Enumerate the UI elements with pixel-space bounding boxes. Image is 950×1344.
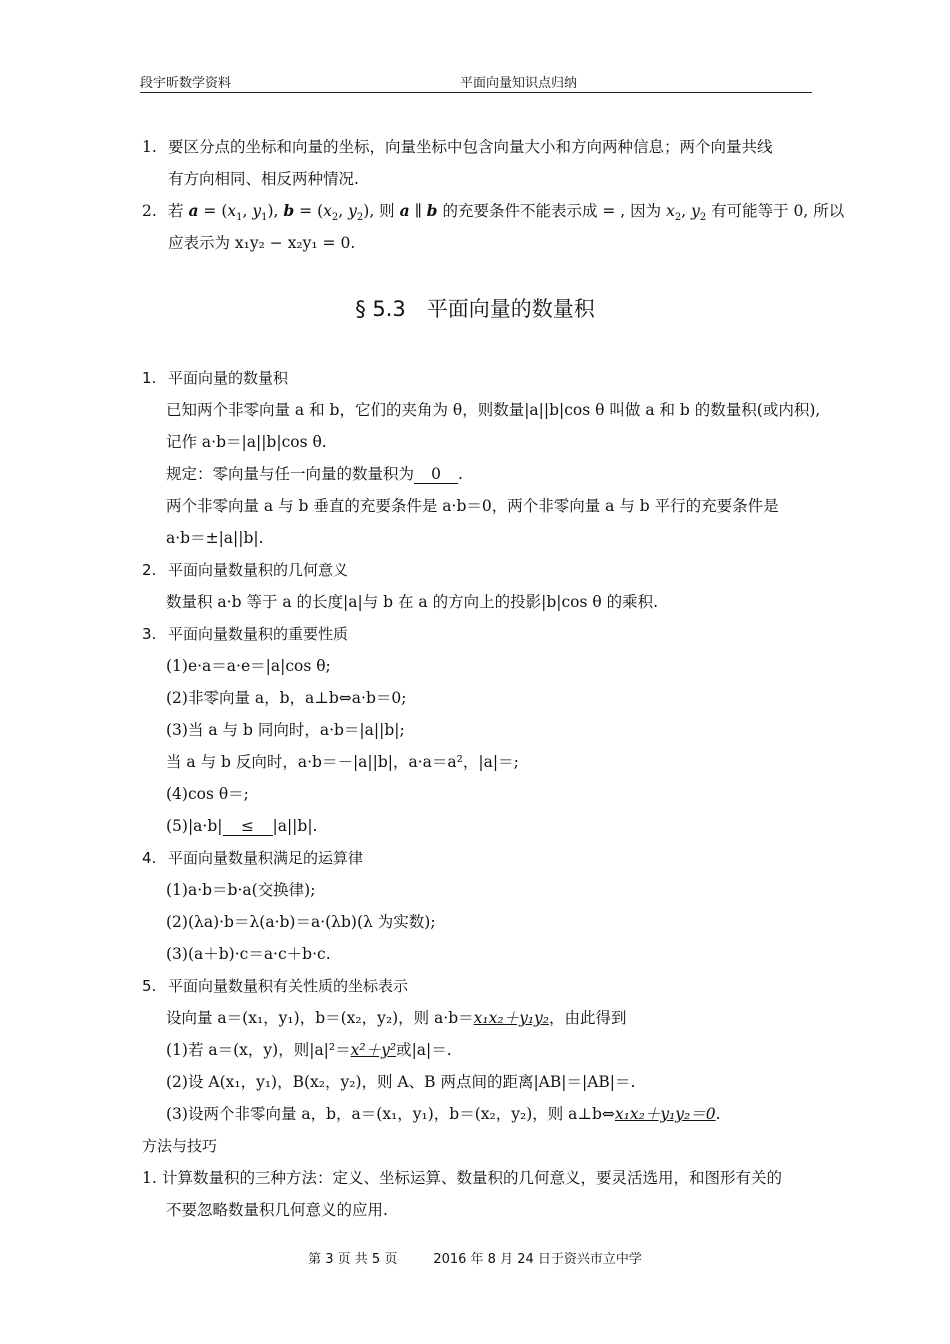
intro-text: ), <box>267 202 284 220</box>
s1-rule-end: . <box>458 465 463 483</box>
s3-property-3: (3)当 a 与 b 同向时，a·b＝|a||b|; <box>166 721 405 739</box>
vector-b: b <box>426 201 438 220</box>
vector-a: a <box>188 201 199 220</box>
methods-item-1 <box>142 1167 782 1189</box>
section-4-title: 平面向量数量积满足的运算律 <box>168 849 364 867</box>
s5-p2-end: 或|a|＝. <box>396 1041 452 1059</box>
intro-item-1-line-2: 有方向相同、相反两种情况. <box>168 170 359 188</box>
s4-law-3: (3)(a＋b)·c＝a·c＋b·c. <box>166 945 331 963</box>
s1-paragraph-1: 已知两个非零向量 a 和 b，它们的夹角为 θ，则数量|a||b|cos θ 叫做 a 和 b 的数量积(或内积), <box>166 401 821 419</box>
intro-text: = ( <box>198 202 228 220</box>
section-4-number: 4. <box>142 849 157 867</box>
section-5-title: 平面向量数量积有关性质的坐标表示 <box>168 977 409 995</box>
intro-item-2-line-2: 应表示为 x₁y₂ − x₂y₁ = 0. <box>168 234 356 252</box>
parallel-symbol: ∥ <box>409 202 427 220</box>
s2-paragraph-1: 数量积 a·b 等于 a 的长度|a|与 b 在 a 的方向上的投影|b|cos θ 的乘积. <box>166 593 659 611</box>
s3-property-5-text: (5)|a·b| <box>166 817 223 835</box>
page-header <box>140 72 812 93</box>
var-x: x <box>666 202 675 220</box>
s5-paragraph-2 <box>166 1039 452 1061</box>
s3-property-4: (4)cos θ＝; <box>166 785 249 803</box>
intro-item-1 <box>142 136 773 158</box>
section-3-number: 3. <box>142 625 157 643</box>
vector-a: a <box>399 201 410 220</box>
methods-item-1-number: 1. <box>142 1169 157 1187</box>
s5-p1-text: 设向量 a＝(x₁，y₁)，b＝(x₂，y₂)，则 a·b＝ <box>166 1009 474 1027</box>
vector-b: b <box>283 201 295 220</box>
section-5-number: 5. <box>142 977 157 995</box>
intro-text: , <box>338 202 349 220</box>
s1-paragraph-4: 两个非零向量 a 与 b 垂直的充要条件是 a·b＝0，两个非零向量 a 与 b 平行的充要条件是 <box>166 497 779 515</box>
s3-property-5-end: |a||b|. <box>272 817 318 835</box>
page-footer <box>0 1248 950 1267</box>
s5-p2-answer: x²＋y² <box>350 1041 397 1059</box>
s5-p1-answer: x₁x₂＋y₁y₂ <box>473 1009 550 1027</box>
methods-item-1-line-1: 计算数量积的三种方法：定义、坐标运算、数量积的几何意义，要灵活选用，和图形有关的 <box>162 1169 783 1187</box>
header-author: 段宇昕数学资料 <box>140 76 232 91</box>
s1-rule-blank: 0 <box>414 465 458 484</box>
intro-text: 的充要条件不能表示成 = , 因为 <box>437 202 667 220</box>
section-1-heading <box>142 367 288 389</box>
var-y: y <box>348 202 357 220</box>
s3-property-1: (1)e·a＝a·e＝|a|cos θ; <box>166 657 331 675</box>
section-1-number: 1. <box>142 369 157 387</box>
intro-text: = ( <box>294 202 324 220</box>
footer-date: 2016 年 8 月 24 日于资兴市立中学 <box>433 1252 642 1267</box>
section-3-heading <box>142 623 348 645</box>
s1-paragraph-5: a·b＝±|a||b|. <box>166 529 264 547</box>
s5-p1-end: ，由此得到 <box>549 1009 627 1027</box>
intro-text: 若 <box>168 202 189 220</box>
s5-p4-answer: x₁x₂＋y₁y₂＝0 <box>614 1105 716 1123</box>
s5-p4-text: (3)设两个非零向量 a，b，a＝(x₁，y₁)，b＝(x₂，y₂)，则 a⊥b⇔ <box>166 1105 615 1123</box>
var-x: x <box>323 202 332 220</box>
s1-paragraph-2: 记作 a·b＝|a||b|cos θ. <box>166 433 327 451</box>
s3-property-5 <box>166 815 317 837</box>
s5-paragraph-3: (2)设 A(x₁，y₁)，B(x₂，y₂)，则 A、B 两点间的距离|AB|＝|AB|＝. <box>166 1073 636 1091</box>
var-y: y <box>691 202 700 220</box>
footer-page-number: 第 3 页 共 5 页 <box>308 1252 398 1267</box>
s4-law-2: (2)(λa)·b＝λ(a·b)＝a·(λb)(λ 为实数); <box>166 913 436 931</box>
intro-text: , <box>681 202 692 220</box>
section-2-number: 2. <box>142 561 157 579</box>
header-topic: 平面向量知识点归纳 <box>460 76 578 91</box>
section-title: § 5.3 平面向量的数量积 <box>355 297 595 321</box>
s5-paragraph-4 <box>166 1103 721 1125</box>
intro-item-2-number: 2. <box>142 202 157 220</box>
section-3-title: 平面向量数量积的重要性质 <box>168 625 349 643</box>
s4-law-1: (1)a·b＝b·a(交换律); <box>166 881 316 899</box>
s3-property-3b: 当 a 与 b 反向时，a·b＝－|a||b|，a·a＝a²，|a|＝; <box>166 753 519 771</box>
intro-item-1-number: 1. <box>142 138 157 156</box>
s3-property-2: (2)非零向量 a，b，a⊥b⇔a·b＝0; <box>166 689 407 707</box>
intro-text: , <box>242 202 253 220</box>
s1-rule-text: 规定：零向量与任一向量的数量积为 <box>166 465 415 483</box>
s5-paragraph-1 <box>166 1007 627 1029</box>
s5-p2-text: (1)若 a＝(x，y)，则|a|²＝ <box>166 1041 351 1059</box>
s3-property-5-blank: ≤ <box>223 817 273 836</box>
intro-item-2: 2. 若 $a = (x_1$, $y_1$), $b = (x_2$, $y_2$), 则 a ∥ b 的充要条件不能表示成 = , 因为 $x_2$, $y_2$ 有可能等于 0, 所以 <box>142 201 845 224</box>
s5-p4-end: . <box>715 1105 721 1123</box>
section-2-title: 平面向量数量积的几何意义 <box>168 561 349 579</box>
intro-text: 有可能等于 0, 所以 <box>706 202 845 220</box>
s1-rule <box>166 463 463 485</box>
methods-item-1-line-2: 不要忽略数量积几何意义的应用. <box>166 1201 388 1219</box>
var-y: y <box>252 202 262 220</box>
section-4-heading <box>142 847 363 869</box>
section-1-title: 平面向量的数量积 <box>168 369 289 387</box>
section-2-heading <box>142 559 348 581</box>
intro-text: ), 则 <box>363 202 400 220</box>
section-5-heading <box>142 975 408 997</box>
var-x: x <box>227 202 237 220</box>
methods-heading: 方法与技巧 <box>142 1137 218 1155</box>
intro-item-1-line-1: 要区分点的坐标和向量的坐标，向量坐标中包含向量大小和方向两种信息；两个向量共线 <box>168 138 773 156</box>
